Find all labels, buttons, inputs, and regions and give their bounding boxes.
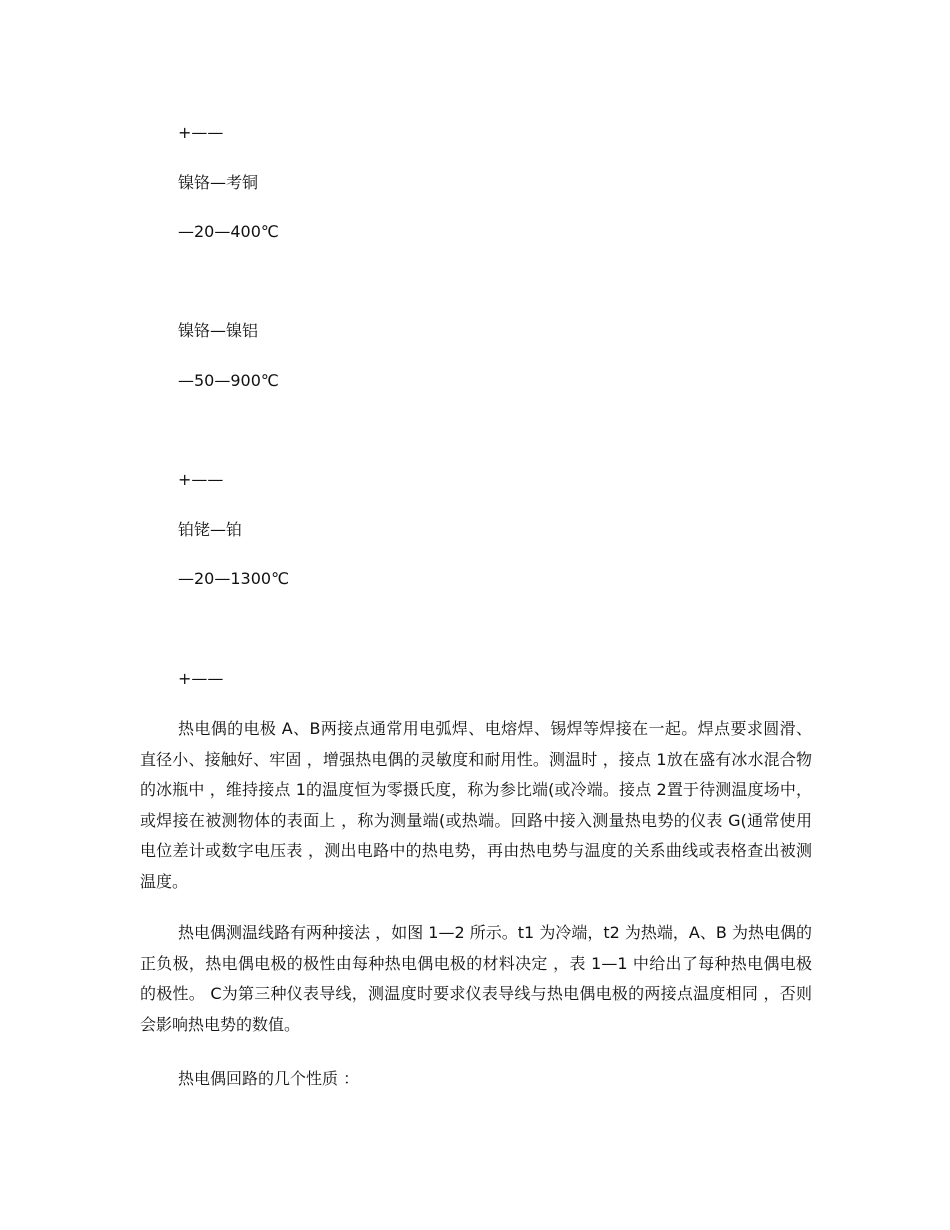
thermocouple-material-3: 铂铑—铂: [178, 520, 243, 539]
paragraph-properties-heading: 热电偶回路的几个性质 ：: [178, 1069, 360, 1088]
paragraph-measurement-circuit: 热电偶测温线路有两种接法 ，如图 1—2 所示。t1 为冷端，t2 为热端，A、B 为热电偶的正负极，热电偶电极的极性由每种热电偶电极的材料决定 ，表 1—1 中给出了每种热电偶电极的极性。 C为第三种仪表导线，测温度时要求仪表导线与热电偶电极的两接点温度相同 ，否则会影响热电势的数值。: [140, 923, 812, 1034]
paragraph-electrode-junctions: 热电偶的电极 A、B两接点通常用电弧焊、电熔焊、锡焊等焊接在一起。焊点要求圆滑、直径小、接触好、牢固 ，增强热电偶的灵敏度和耐用性。测温时 ，接点 1放在盛有冰水混合物的冰瓶中 ，维持接点 1的温度恒为零摄氏度，称为参比端(或冷端。接点 2置于待测温度场中，或焊接在被测物体的表面上 ，称为测量端(或热端。回路中接入测量热电势的仪表 G(通常使用电位差计或数字电压表 ，测出电路中的热电势，再由热电势与温度的关系曲线或表格查出被测温度。: [140, 719, 812, 891]
thermocouple-material-2: 镍铬—镍铝: [178, 321, 259, 340]
temperature-range-3: —20—1300℃: [178, 569, 290, 588]
temperature-range-2: —50—900℃: [178, 371, 279, 390]
polarity-marker-1: +——: [178, 123, 224, 142]
thermocouple-material-1: 镍铬—考铜: [178, 173, 259, 192]
temperature-range-1: —20—400℃: [178, 222, 279, 241]
polarity-marker-2: +——: [178, 470, 224, 489]
polarity-marker-3: +——: [178, 669, 224, 688]
